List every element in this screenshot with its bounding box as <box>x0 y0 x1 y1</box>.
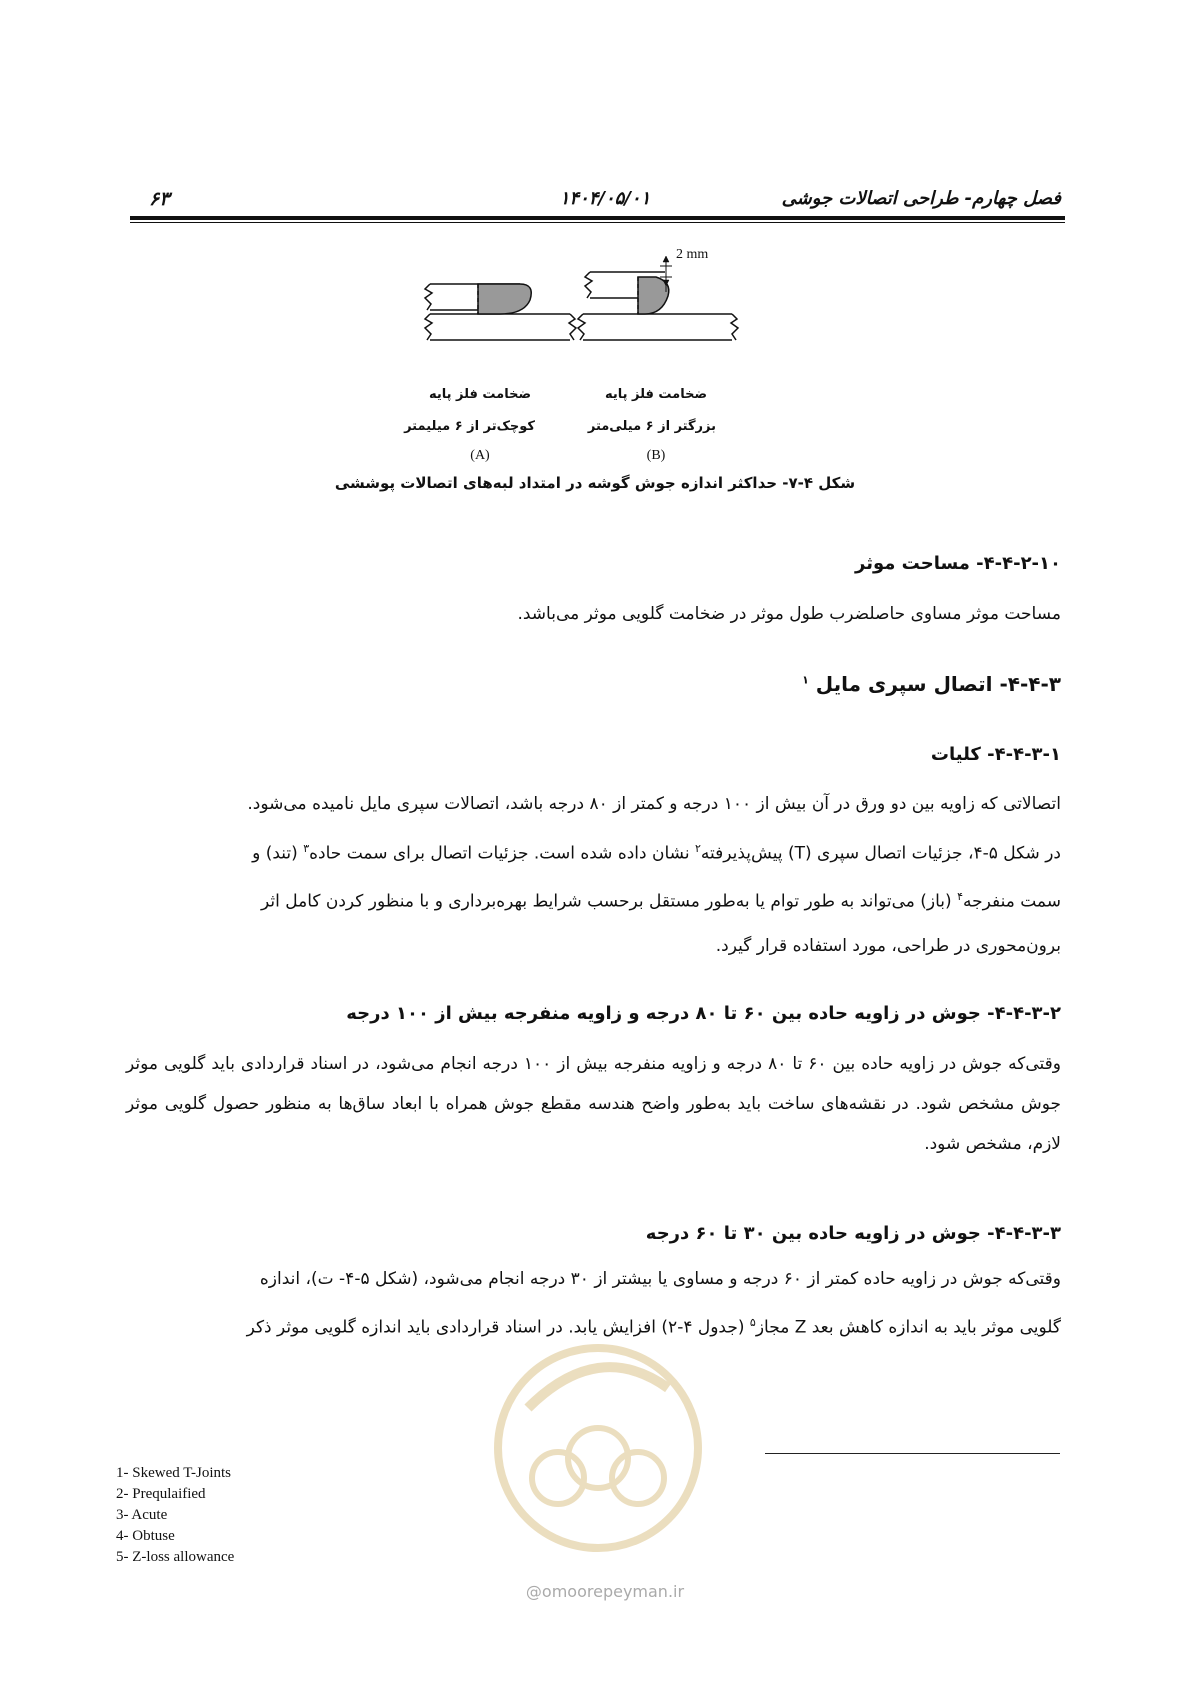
panel-b-tag: (B) <box>646 448 666 463</box>
general-line-2: در شکل ۵-۴، جزئیات اتصال سپری (T) پیش‌پذیرفته$^۲$ نشان داده شده است. جزئیات اتصال برای سمت حاده$^۳$ (تند) و <box>252 842 1061 864</box>
weld-diagram <box>420 247 750 382</box>
general-line-1: اتصالاتی که زاویه بین دو ورق در آن بیش از ۱۰۰ درجه و کمتر از ۸۰ درجه باشد، اتصالات سپری مایل نامیده می‌شود. <box>247 794 1061 814</box>
header-rule-thick <box>130 216 1065 220</box>
footnotes <box>116 1463 234 1568</box>
dimension-label: 2 mm <box>676 247 709 262</box>
text-30-60-line1: وقتی‌که جوش در زاویه حاده کمتر از ۶۰ درجه و مساوی یا بیشتر از ۳۰ درجه انجام می‌شود، (شکل ۵-۴- ت)، اندازه <box>259 1269 1061 1289</box>
footnote-rule <box>765 1453 1060 1454</box>
heading-30-60: ۴-۴-۳-۳- جوش در زاویه حاده بین ۳۰ تا ۶۰ درجه <box>645 1223 1061 1244</box>
text-60-80: وقتی‌که جوش در زاویه حاده بین ۶۰ تا ۸۰ درجه و زاویه منفرجه بیش از ۱۰۰ درجه انجام می‌شود، در اسناد قراردادی باید گلویی موثر جوش مشخص شود. در نقشه‌های ساخت باید به‌طور واضح هندسه مقطع جوش همراه با ابعاد ساق‌ها به منظور حصول گلویی موثر لازم، مشخص شود. <box>126 1054 1061 1154</box>
panel-b-line2: بزرگتر از ۶ میلی‌متر <box>587 419 716 434</box>
heading-effective-area: ۴-۴-۲-۱۰- مساحت موثر <box>855 553 1061 574</box>
general-line-3: سمت منفرجه$^۴$ (باز) می‌تواند به طور توام یا به‌طور مستقل برحسب شرایط بهره‌برداری و با منظور کردن کامل اثر <box>260 890 1061 912</box>
watermark-seal-icon <box>488 1318 708 1588</box>
heading-skewed-joints: ۴-۴-۳- اتصال سپری مایل $^۱$ <box>802 672 1061 696</box>
text-effective-area: مساحت موثر مساوی حاصلضرب طول موثر در ضخامت گلویی موثر می‌باشد. <box>517 604 1061 624</box>
chapter-title: فصل چهارم- طراحی اتصالات جوشی <box>781 188 1061 209</box>
panel-b-drawing <box>578 256 738 340</box>
watermark-text: @omoorepeyman.ir <box>525 1582 685 1601</box>
panel-a-line1: ضخامت فلز پایه <box>428 387 532 402</box>
text-30-60-line2: گلویی موثر باید به اندازه کاهش بعد Z مجاز$^۵$ (جدول ۴-۲) افزایش یابد. در اسناد قراردادی باید اندازه گلویی موثر ذکر <box>246 1316 1061 1338</box>
header-rule-thin <box>130 222 1065 223</box>
footnote-item: 4- Obtuse <box>116 1528 175 1544</box>
panel-a-drawing <box>425 284 576 340</box>
footnote-item: 2- Prequlaified <box>116 1486 206 1502</box>
general-line-4: برون‌محوری در طراحی، مورد استفاده قرار گیرد. <box>715 936 1061 956</box>
panel-a-tag: (A) <box>470 448 490 463</box>
page-number: ۶۳ <box>149 188 170 210</box>
weld-figure <box>420 247 750 382</box>
heading-60-80: ۴-۴-۳-۲- جوش در زاویه حاده بین ۶۰ تا ۸۰ درجه و زاویه منفرجه بیش از ۱۰۰ درجه <box>346 1003 1061 1024</box>
footnote-item: 5- Z-loss allowance <box>116 1549 235 1565</box>
figure-caption: شکل ۴-۷- حداکثر اندازه جوش گوشه در امتداد لبه‌های اتصالات پوششی <box>334 474 856 492</box>
panel-b-line1: ضخامت فلز پایه <box>604 387 708 402</box>
heading-general: ۴-۴-۳-۱- کلیات <box>930 744 1061 765</box>
footnote-item: 1- Skewed T-Joints <box>116 1465 232 1481</box>
panel-a-line2: کوچک‌تر از ۶ میلیمتر <box>404 419 535 434</box>
header-date: ۱۴۰۴/۰۵/۰۱ <box>559 188 651 209</box>
footnote-item: 3- Acute <box>116 1507 168 1523</box>
watermark-logo <box>488 1318 708 1588</box>
